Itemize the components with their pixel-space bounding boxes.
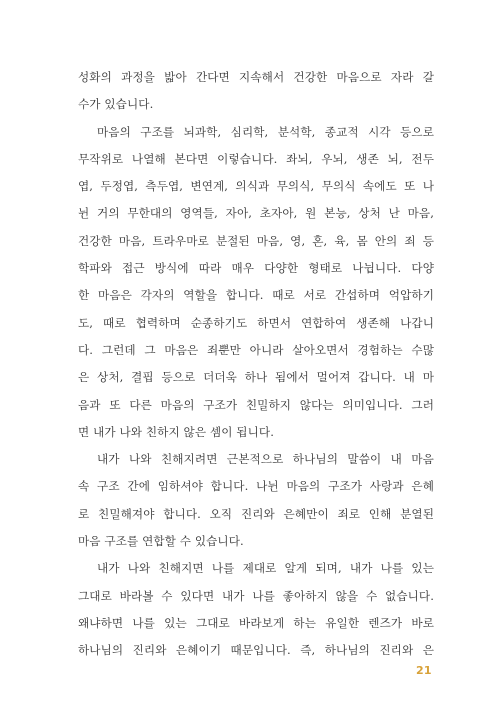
text-line: 한 마음은 각자의 역할을 합니다. 때로 서로 간섭하며 억압하기 bbox=[78, 288, 434, 303]
text-line: 왜냐하면 나를 있는 그대로 바라보게 하는 유일한 렌즈가 바로 bbox=[78, 615, 434, 630]
text-line: 은 상처, 결핍 등으로 더더욱 하나 됨에서 멀어져 갑니다. 내 마 bbox=[78, 370, 434, 385]
text-line: 엽, 두정엽, 측두엽, 변연계, 의식과 무의식, 무의식 속에도 또 나 bbox=[78, 179, 434, 194]
text-line: 뉜 거의 무한대의 영역들, 자아, 초자아, 원 본능, 상처 난 마음, bbox=[78, 206, 434, 221]
text-line: 수가 있습니다. bbox=[78, 97, 154, 112]
text-line: 무작위로 나열해 본다면 이렇습니다. 좌뇌, 우뇌, 생존 뇌, 전두 bbox=[78, 151, 434, 166]
text-line: 내가 나와 친해지려면 근본적으로 하나님의 말씀이 내 마음 bbox=[97, 452, 434, 467]
text-line: 건강한 마음, 트라우마로 분절된 마음, 영, 혼, 육, 몸 안의 죄 등 bbox=[78, 233, 434, 248]
text-line: 속 구조 간에 임하셔야 합니다. 나뉜 마음의 구조가 사랑과 은혜 bbox=[78, 479, 434, 494]
text-line: 학파와 접근 방식에 따라 매우 다양한 형태로 나뉩니다. 다양 bbox=[78, 261, 434, 276]
text-line: 내가 나와 친해지면 나를 제대로 알게 되며, 내가 나를 있는 bbox=[97, 561, 434, 576]
body-text bbox=[78, 64, 434, 665]
text-line: 성화의 과정을 밟아 간다면 지속해서 건강한 마음으로 자라 갈 bbox=[78, 70, 434, 84]
text-line: 음과 또 다른 마음의 구조가 친밀하지 않다는 의미입니다. 그러 bbox=[78, 397, 434, 412]
text-line: 도, 때로 협력하며 순종하기도 하면서 연합하여 생존해 나갑니 bbox=[78, 315, 434, 330]
text-line: 면 내가 나와 친하지 않은 셈이 됩니다. bbox=[78, 424, 274, 439]
text-line: 마음의 구조를 뇌과학, 심리학, 분석학, 종교적 시각 등으로 bbox=[97, 124, 434, 139]
text-line: 하나님의 진리와 은혜이기 때문입니다. 즉, 하나님의 진리와 은 bbox=[78, 643, 434, 658]
text-line: 로 친밀해져야 합니다. 오직 진리와 은혜만이 죄로 인해 분열된 bbox=[78, 506, 434, 521]
page-number: 21 bbox=[416, 664, 432, 677]
text-line: 그대로 바라볼 수 있다면 내가 나를 좋아하지 않을 수 없습니다. bbox=[78, 588, 434, 603]
text-line: 마음 구조를 연합할 수 있습니다. bbox=[78, 534, 244, 549]
text-line: 다. 그런데 그 마음은 죄뿐만 아니라 살아오면서 경험하는 수많 bbox=[78, 342, 434, 357]
